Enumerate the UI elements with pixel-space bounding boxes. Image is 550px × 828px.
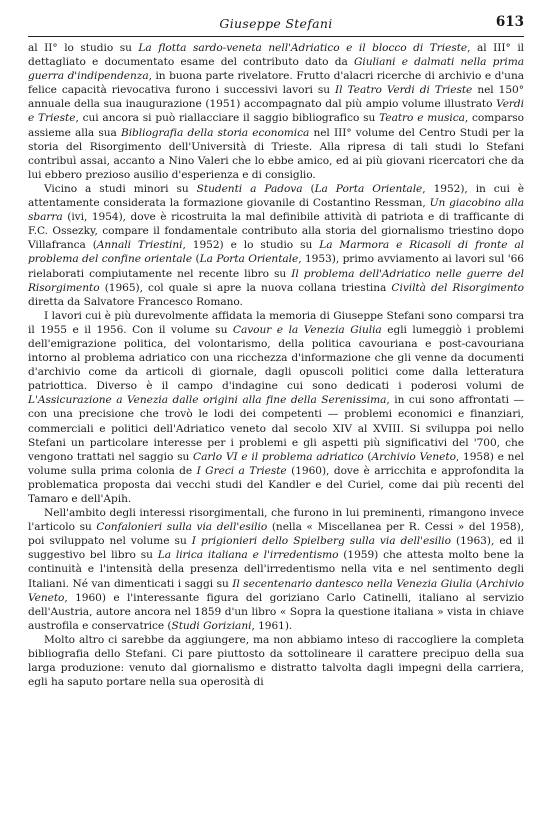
text-run: (: [192, 253, 200, 266]
italic-title: Studenti a Padova: [196, 182, 303, 195]
italic-title: Carlo VI e il problema adriatico: [193, 450, 364, 463]
italic-title: Bibliografia della storia economica: [120, 126, 310, 139]
running-title: Giuseppe Stefani: [219, 16, 333, 31]
text-run: nel 150° annuale della sua inaugurazione (1951) accompagnato dal più ampio volume illustrato: [28, 84, 524, 111]
text-run: , cui ancora si può riallacciare il saggio bibliografico su: [75, 112, 380, 125]
text-run: , comparso assieme alla sua: [28, 112, 524, 139]
italic-title: La lirica italiana e l'irredentismo: [157, 549, 339, 562]
text-run: Vicino a studi minori su: [44, 182, 197, 195]
text-run: (: [302, 182, 315, 195]
italic-title: Giuliani e dalmati nella prima guerra d'indipendenza: [28, 56, 524, 83]
italic-title: L'Assicurazione a Venezia dalle origini alla fine della Serenissima: [28, 394, 387, 407]
italic-title: Civiltà del Risorgimento: [391, 281, 524, 294]
text-run: (: [363, 450, 372, 463]
text-run: , 1952) e lo studio su: [182, 239, 320, 252]
text-run: egli lumeggiò i problemi dell'emigrazione politica, del volontarismo, della politica cavouriana e post-cavouriana intorno al problema adriatico con una ricchezza d'informazione che gli venne da documenti d'archivio come da articoli di giornale, dagli opuscoli politici come dalla letteratura patriottica. Diverso è il campo d'indagine cui sono dedicati i poderosi volumi de: [28, 323, 524, 393]
text-run: , al III° il dettagliato e documentato esame del contributo dato da: [28, 42, 524, 69]
italic-title: Teatro e musica: [379, 112, 465, 125]
paragraph: [28, 506, 524, 633]
text-run: (1963), ed il suggestivo bel libro su: [28, 535, 524, 562]
text-run: (nella « Miscellanea per R. Cessi » del 1958), poi sviluppato nel volume su: [28, 521, 524, 548]
paragraph: [28, 633, 524, 689]
italic-title: La Marmora e Ricasoli di fronte al problema del confine orientale: [28, 239, 525, 266]
italic-title: Annali Triestini: [96, 239, 183, 252]
italic-title: Cavour e la Venezia Giulia: [232, 323, 382, 336]
italic-title: La Porta Orientale: [199, 253, 299, 266]
italic-title: Archivio Veneto: [28, 577, 524, 604]
text-run: nel III° volume del Centro Studi per la storia del Risorgimento dell'Università di Trieste. Alla ripresa di tali studi lo Stefani contribuì assai, accanto a Nino Valeri che lo ebbe amico, ed ai più giovani ricercatori che da lui ebbero prezioso ausilio d'esperienza e di consiglio.: [28, 126, 524, 181]
italic-title: Confalonieri sulla via dell'esilio: [96, 521, 268, 534]
italic-title: I Greci a Trieste: [196, 464, 287, 477]
text-run: , 1952), in cui è attentamente considerata la formazione giovanile di Costantino Ressman,: [28, 182, 525, 210]
paragraph: [28, 41, 524, 182]
italic-title: Archivio Veneto: [371, 450, 456, 463]
text-run: , 1960) e l'interessante figura del goriziano Carlo Catinelli, italiano al servizio dell'Austria, autore ancora nel 1859 d'un libro « Sopra la questione italiana » vista in chiave austrofila e conservatrice (: [28, 591, 524, 632]
text-run: I lavori cui è più durevolmente affidata la memoria di Giuseppe Stefani sono comparsi tra il 1955 e il 1956. Con il volume su: [28, 309, 524, 336]
text-run: , 1953), primo avviamento ai lavori sul '66 rielaborati compiutamente nel recente libro su: [28, 253, 524, 280]
paragraph: [28, 309, 524, 506]
text-run: , 1958) e nel volume sulla prima colonia de: [28, 450, 525, 477]
text-run: Nell'ambito degli interessi risorgimentali, che furono in lui preminenti, rimangono invece l'articolo su: [28, 507, 524, 534]
italic-title: Verdi e Trieste: [28, 98, 524, 125]
page-number: 613: [495, 14, 524, 30]
text-run: (1960), dove è arricchita e approfondita la problematica proposta dai vecchi studi del Kandler e del Curiel, come dai più recenti del Tamaro e dell'Apih.: [28, 464, 524, 505]
italic-title: Studi Goriziani: [171, 619, 252, 632]
italic-title: I prigionieri dello Spielberg sulla via dell'esilio: [191, 535, 451, 548]
text-run: (: [472, 577, 480, 590]
italic-title: Un giacobino alla sbarra: [28, 197, 524, 224]
text-run: , in cui sono affrontati — con una precisione che trovò le lodi dei competenti — problemi economici e finanziari, commerciali e politici dell'Adriatico veneto dal secolo XIV al XVIII. Si sviluppa poi nello Stefani un particolare interesse per i problemi e gli aspetti più significativi del '700, che vengono trattati nel saggio su: [28, 394, 524, 463]
italic-title: Il problema dell'Adriatico nelle guerre del Risorgimento: [28, 267, 524, 294]
text-run: (1959) che attesta molto bene la continuità e l'intensità della presenza dell'irredentismo nella vita e nel sentimento degli Italiani. Né van dimenticati i saggi su: [28, 549, 524, 590]
italic-title: Il secentenario dantesco nella Venezia Giulia: [232, 577, 473, 590]
italic-title: La flotta sardo-veneta nell'Adriatico e il blocco di Trieste: [138, 42, 468, 54]
italic-title: Il Teatro Verdi di Trieste: [335, 84, 473, 97]
italic-title: La Porta Orientale: [314, 182, 423, 195]
page-header: [28, 14, 524, 37]
text-run: , 1961).: [251, 619, 293, 632]
text-run: (ivi, 1954), dove è ricostruita la mal definibile attività di patriota e di trafficante di F.C. Ossezky, compare il fondamentale contributo alla storia del giornalismo triestino dopo Villafranca (: [28, 211, 524, 252]
text-run: Molto altro ci sarebbe da aggiungere, ma non abbiamo inteso di raccogliere la completa bibliografia dello Stefani. Ci pare piuttosto da sottolineare il carattere precipuo della sua larga produzione: venuto dal giornalismo e distratto talvolta dagli impegni della carriera, egli ha saputo portare nella sua operosità di: [28, 633, 524, 689]
paragraph: [28, 182, 524, 309]
text-run: , in buona parte rivelatore. Frutto d'alacri ricerche di archivio e d'una felice capacità rievocativa furono i successivi lavori su: [28, 70, 524, 97]
text-run: al II° lo studio su: [28, 42, 139, 54]
text-run: diretta da Salvatore Francesco Romano.: [28, 295, 243, 308]
body-text: [28, 41, 524, 689]
text-run: (1965), col quale si apre la nuova collana triestina: [99, 281, 392, 294]
